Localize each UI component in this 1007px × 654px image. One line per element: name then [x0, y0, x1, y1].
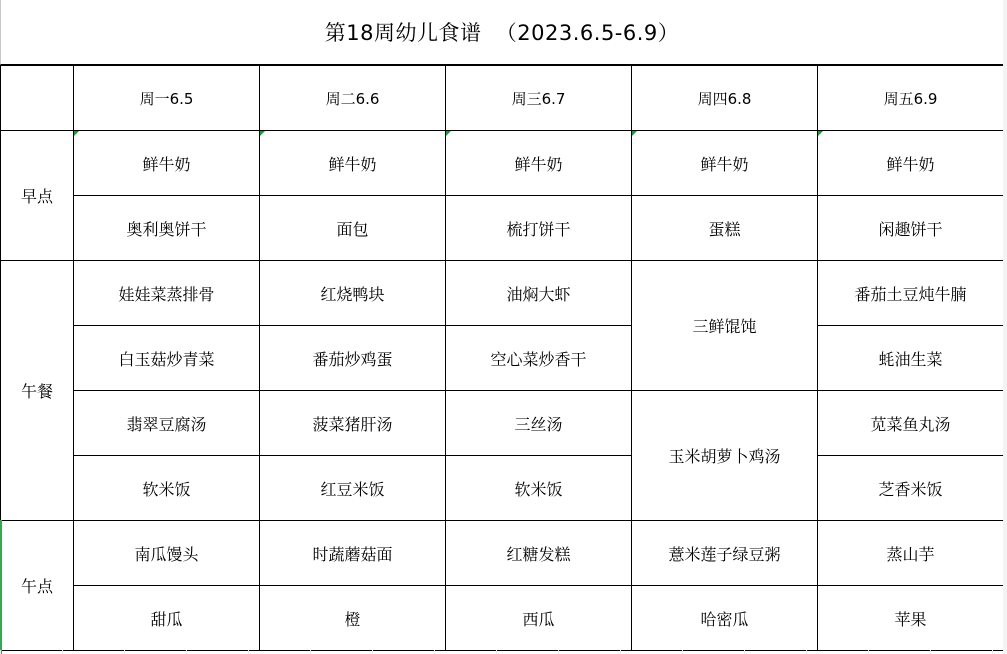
menu-cell[interactable]: 哈密瓜 [632, 586, 818, 651]
note-marker [818, 131, 823, 136]
meal-label-snack[interactable]: 午点 [1, 521, 74, 651]
header-row [1, 66, 1004, 131]
menu-cell[interactable]: 菠菜猪肝汤 [260, 391, 446, 456]
menu-cell[interactable]: 鲜牛奶 [260, 131, 446, 196]
menu-cell[interactable]: 奥利奥饼干 [74, 196, 260, 261]
menu-cell[interactable]: 三鲜馄饨 [632, 261, 818, 391]
menu-cell[interactable]: 鲜牛奶 [446, 131, 632, 196]
meal-label-breakfast[interactable]: 早点 [1, 131, 74, 261]
day-header[interactable]: 周三6.7 [446, 66, 632, 131]
menu-cell[interactable]: 蚝油生菜 [818, 326, 1004, 391]
menu-cell[interactable]: 娃娃菜蒸排骨 [74, 261, 260, 326]
menu-cell[interactable]: 闲趣饼干 [818, 196, 1004, 261]
page-title: 第18周幼儿食谱 （2023.6.5-6.9） [324, 21, 680, 45]
menu-cell[interactable]: 薏米莲子绿豆粥 [632, 521, 818, 586]
note-marker [446, 131, 451, 136]
selection-edge [0, 520, 2, 654]
menu-cell[interactable]: 鲜牛奶 [818, 131, 1004, 196]
menu-cell[interactable]: 芝香米饭 [818, 456, 1004, 521]
menu-cell[interactable]: 油焖大虾 [446, 261, 632, 326]
menu-cell[interactable]: 软米饭 [74, 456, 260, 521]
menu-cell[interactable]: 三丝汤 [446, 391, 632, 456]
table-row [1, 391, 1004, 456]
day-header[interactable]: 周四6.8 [632, 66, 818, 131]
corner-cell[interactable] [1, 66, 74, 131]
menu-cell[interactable]: 软米饭 [446, 456, 632, 521]
grid-lines [0, 650, 1007, 654]
menu-cell[interactable]: 苋菜鱼丸汤 [818, 391, 1004, 456]
day-header[interactable]: 周五6.9 [818, 66, 1004, 131]
menu-cell[interactable]: 南瓜馒头 [74, 521, 260, 586]
menu-cell[interactable]: 橙 [260, 586, 446, 651]
table-row [1, 131, 1004, 196]
menu-cell[interactable]: 梳打饼干 [446, 196, 632, 261]
menu-cell[interactable]: 玉米胡萝卜鸡汤 [632, 391, 818, 521]
table-row [1, 196, 1004, 261]
meal-label-lunch[interactable]: 午餐 [1, 261, 74, 521]
menu-cell[interactable]: 白玉菇炒青菜 [74, 326, 260, 391]
menu-cell[interactable]: 鲜牛奶 [74, 131, 260, 196]
menu-cell[interactable]: 鲜牛奶 [632, 131, 818, 196]
table-row [1, 521, 1004, 586]
menu-cell[interactable]: 时蔬蘑菇面 [260, 521, 446, 586]
menu-cell[interactable]: 苹果 [818, 586, 1004, 651]
table-row [1, 261, 1004, 326]
menu-table [0, 65, 1004, 651]
menu-cell[interactable]: 西瓜 [446, 586, 632, 651]
menu-cell[interactable]: 蒸山芋 [818, 521, 1004, 586]
menu-cell[interactable]: 蛋糕 [632, 196, 818, 261]
day-header[interactable]: 周一6.5 [74, 66, 260, 131]
note-marker [260, 131, 265, 136]
note-marker [74, 131, 79, 136]
title-row [0, 0, 1003, 65]
menu-cell[interactable]: 面包 [260, 196, 446, 261]
menu-cell[interactable]: 翡翠豆腐汤 [74, 391, 260, 456]
table-row [1, 586, 1004, 651]
day-header[interactable]: 周二6.6 [260, 66, 446, 131]
menu-cell[interactable]: 红烧鸭块 [260, 261, 446, 326]
menu-cell[interactable]: 番茄炒鸡蛋 [260, 326, 446, 391]
sheet-edge [1003, 0, 1007, 654]
menu-cell[interactable]: 空心菜炒香干 [446, 326, 632, 391]
menu-cell[interactable]: 红豆米饭 [260, 456, 446, 521]
menu-cell[interactable]: 番茄土豆炖牛腩 [818, 261, 1004, 326]
menu-cell[interactable]: 红糖发糕 [446, 521, 632, 586]
menu-cell[interactable]: 甜瓜 [74, 586, 260, 651]
note-marker [632, 131, 637, 136]
table-row [1, 326, 1004, 391]
table-row [1, 456, 1004, 521]
